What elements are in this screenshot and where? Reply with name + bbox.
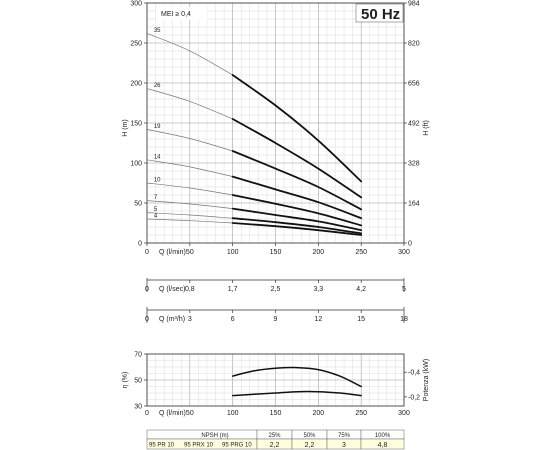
axis-tick-label: 9 — [273, 316, 278, 323]
head-curve-19 — [233, 151, 362, 209]
axis-tick-label: 3,3 — [313, 286, 324, 293]
efficiency-curve-P — [233, 392, 362, 396]
y-tick-label: 200 — [130, 80, 142, 88]
main-y-ticks — [130, 1, 147, 248]
y-axis-label-right: H (ft) — [423, 120, 430, 136]
main-grid — [147, 3, 404, 243]
x-tick-label: 250 — [355, 249, 368, 256]
axis-tick-label: 0 — [145, 316, 149, 323]
m3h-ticks — [145, 310, 408, 323]
y-right-tick-label: 164 — [408, 200, 420, 208]
table-value-25: 2,2 — [269, 442, 280, 449]
table-model-pr: 95 PR 10 — [149, 442, 175, 449]
y-axis-label-left: H (m) — [122, 119, 129, 137]
efficiency-power-chart — [122, 352, 430, 418]
series-label-19: 19 — [153, 123, 161, 130]
axis-tick-label: 2,5 — [270, 286, 281, 293]
series-label-26: 26 — [153, 83, 161, 90]
axis-tick-label: 12 — [314, 316, 323, 323]
axis-tick-label: 1,7 — [227, 286, 238, 293]
series-label-10: 10 — [153, 177, 161, 184]
series-label-14: 14 — [153, 154, 161, 161]
table-header-50: 50% — [303, 433, 316, 439]
head-flow-chart — [122, 1, 430, 257]
axis-tick-label: 5 — [402, 286, 406, 293]
axis-tick-label: 18 — [400, 316, 408, 323]
efficiency-x-tick-label: 200 — [312, 410, 325, 417]
mei-annotation: MEI ≥ 0,4 — [161, 11, 191, 18]
power-tick-label: -0,2 — [408, 394, 421, 402]
y-tick-label: 50 — [134, 200, 142, 208]
table-header-75: 75% — [337, 433, 351, 439]
axis-tick-label: 4,2 — [356, 286, 367, 293]
series-label-4: 4 — [153, 213, 158, 220]
table-value-100: 4,8 — [377, 442, 388, 449]
y-tick-label: 100 — [130, 160, 142, 168]
flow-m3h-axis — [145, 307, 408, 323]
efficiency-y-ticks — [134, 352, 147, 411]
axis-tick-label: 0 — [145, 286, 149, 293]
efficiency-axis-label: η (%) — [122, 371, 129, 389]
efficiency-curve-η — [233, 368, 362, 387]
y-tick-label: 0 — [138, 240, 142, 248]
power-ticks — [404, 370, 420, 402]
table-value-50: 2,2 — [304, 442, 315, 449]
efficiency-curves — [233, 368, 362, 396]
power-tick-label: -0,4 — [408, 369, 421, 377]
efficiency-y-tick-label: 30 — [134, 403, 142, 411]
y-tick-label: 250 — [130, 40, 142, 48]
axis-label: Q (m³/h) — [159, 316, 186, 323]
power-axis-label: Potenza (kW) — [423, 358, 430, 402]
y-right-tick-label: 820 — [408, 40, 420, 48]
y-right-tick-label: 0 — [408, 240, 412, 248]
x-axis-label: Q (l/min) — [159, 249, 186, 256]
axis-tick-label: 0,8 — [184, 286, 195, 293]
frequency-badge: 50 Hz — [361, 6, 401, 23]
axis-tick-label: 15 — [357, 316, 366, 323]
axis-tick-label: 6 — [230, 316, 235, 323]
npsh-table — [147, 430, 404, 449]
series-label-35: 35 — [153, 27, 161, 34]
efficiency-x-tick-label: 0 — [145, 410, 149, 417]
y-right-tick-label: 492 — [408, 120, 420, 128]
y-tick-label: 150 — [130, 120, 142, 128]
table-model-prg: 95 PRG 10 — [222, 442, 252, 449]
flow-lsec-axis — [145, 278, 406, 293]
series-label-7: 7 — [153, 195, 158, 202]
series-label-5: 5 — [153, 207, 158, 214]
table-model-prx: 95 PRX 10 — [184, 442, 214, 449]
x-tick-label: 150 — [269, 249, 282, 256]
efficiency-x-axis-label: Q (l/min) — [159, 410, 186, 417]
x-tick-label: 200 — [312, 249, 325, 256]
efficiency-y-tick-label: 50 — [134, 377, 142, 385]
y-tick-label: 300 — [130, 0, 142, 8]
x-tick-label: 100 — [226, 249, 239, 256]
table-header-25: 25% — [268, 433, 281, 439]
main-x-ticks — [145, 240, 412, 256]
table-value-75: 3 — [342, 442, 346, 449]
efficiency-x-tick-label: 50 — [185, 410, 194, 417]
efficiency-x-tick-label: 100 — [226, 410, 239, 417]
x-tick-label: 0 — [145, 249, 149, 256]
lsec-ticks — [145, 280, 406, 293]
efficiency-x-ticks — [145, 410, 410, 417]
axis-label: Q (l/sec) — [159, 286, 186, 293]
table-header-100: 100% — [374, 433, 391, 439]
axis-tick-label: 3 — [187, 316, 192, 323]
efficiency-x-tick-label: 150 — [269, 410, 282, 417]
y-right-tick-label: 656 — [408, 80, 420, 88]
table-header-npsh: NPSH (m) — [201, 433, 229, 439]
x-tick-label: 50 — [185, 249, 194, 256]
efficiency-grid — [147, 354, 404, 406]
x-tick-label: 300 — [398, 249, 410, 256]
y-right-tick-label: 984 — [408, 0, 420, 8]
main-y-right-ticks — [404, 1, 420, 248]
efficiency-x-tick-label: 250 — [355, 410, 368, 417]
y-right-tick-label: 328 — [408, 160, 420, 168]
efficiency-x-tick-label: 300 — [398, 410, 410, 417]
series-labels — [154, 28, 161, 220]
efficiency-y-tick-label: 70 — [134, 351, 142, 359]
